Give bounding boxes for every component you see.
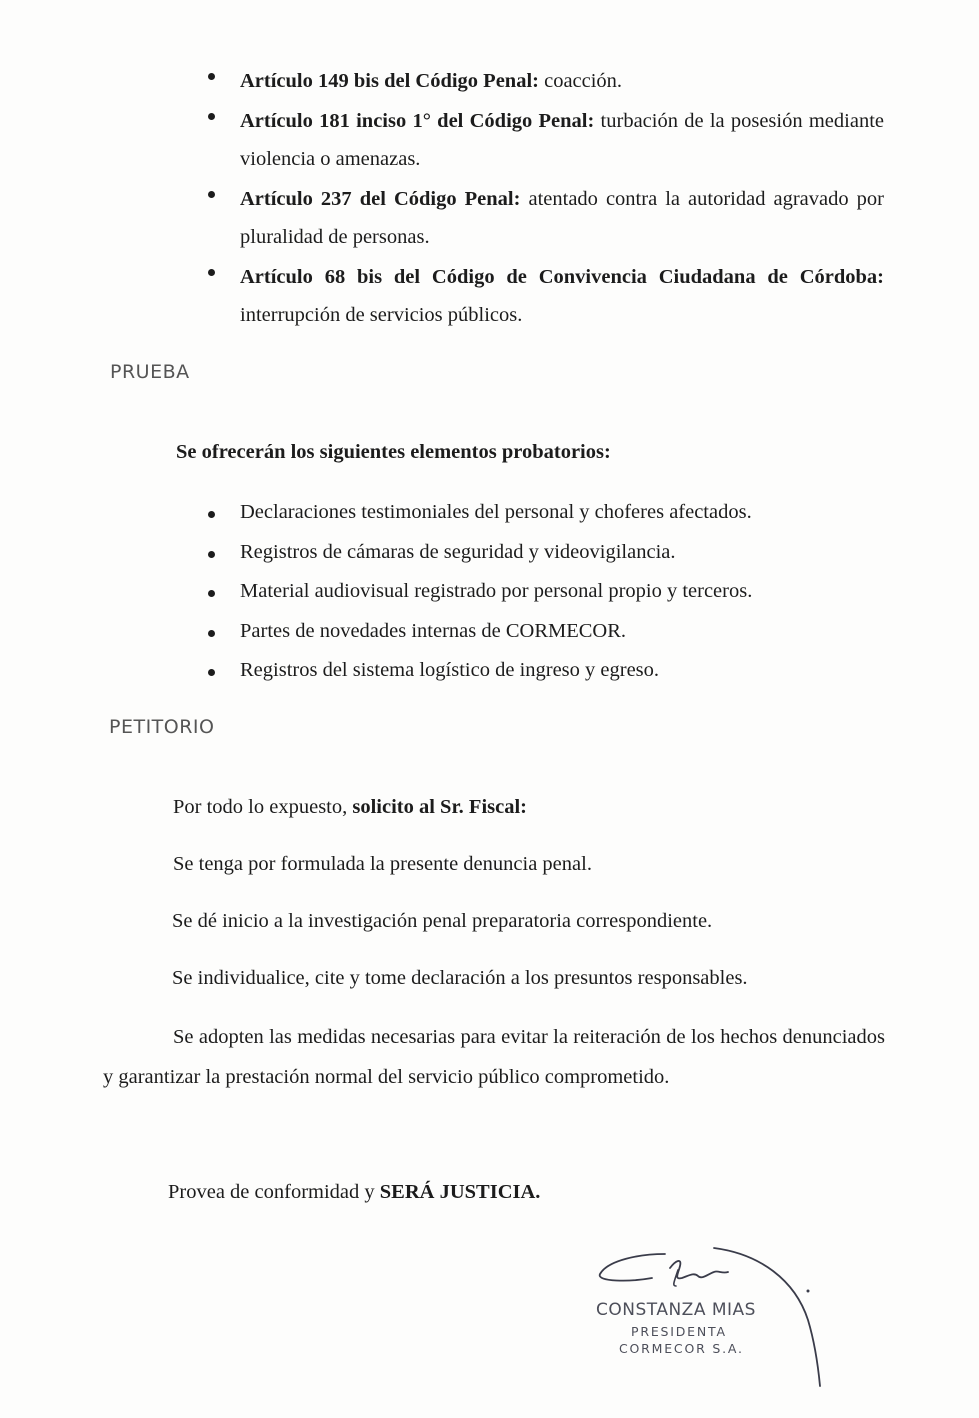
bullet-icon [208,73,215,80]
article-title: Artículo 181 inciso 1° del Código Penal: [240,110,595,132]
closing-text: Provea de conformidad y [168,1181,380,1203]
petitorio-intro-emphasis: solicito al Sr. Fiscal: [352,796,527,818]
petitorio-intro [173,796,527,819]
list-item [206,619,884,644]
request-line: Se individualice, cite y tome declaración a los presuntos responsables. [172,967,748,989]
section-heading-prueba: PRUEBA [110,361,190,383]
stamp-company: CORMECOR S.A. [619,1341,744,1356]
article-title: Artículo 237 del Código Penal: [240,188,521,210]
list-item [206,540,884,565]
petitorio-intro-text: Por todo lo expuesto, [173,796,353,818]
list-item [206,62,884,100]
evidence-list [206,500,884,698]
list-item [206,180,884,256]
evidence-item: Material audiovisual registrado por personal propio y terceros. [240,580,753,602]
article-description: turbación de la posesión mediante violencia o amenazas. [240,110,884,170]
article-title: Artículo 68 bis del Código de Convivencia Ciudadana de Córdoba: [240,266,884,288]
bullet-icon [208,630,215,637]
prueba-intro: Se ofrecerán los siguientes elementos probatorios: [176,441,611,463]
closing-emphasis: SERÁ JUSTICIA. [379,1181,541,1203]
request-line: Se dé inicio a la investigación penal preparatoria correspondiente. [172,910,713,932]
closing-line [168,1181,540,1204]
bullet-icon [208,269,215,276]
list-item [206,500,884,525]
article-title: Artículo 149 bis del Código Penal: [240,70,539,92]
article-description: atentado contra la autoridad agravado por pluralidad de personas. [240,188,884,248]
bullet-icon [208,191,215,198]
list-item [206,102,884,178]
bullet-icon [208,590,215,597]
section-heading-petitorio: PETITORIO [109,716,215,738]
bullet-icon [208,511,215,518]
list-item [206,658,884,683]
evidence-item: Partes de novedades internas de CORMECOR. [240,619,627,642]
bullet-icon [208,669,215,676]
list-item [206,258,884,334]
stamp-role: PRESIDENTA [631,1324,727,1339]
bullet-icon [208,551,215,558]
article-description: coacción. [538,70,623,92]
evidence-item: Registros del sistema logístico de ingreso y egreso. [240,659,660,681]
evidence-item: Registros de cámaras de seguridad y videovigilancia. [240,540,676,563]
request-paragraph: Se adopten las medidas necesarias para evitar la reiteración de los hechos denunciados y garantizar la prestación normal del servicio público comprometido. [103,1026,885,1088]
stamp-name: CONSTANZA MIAS [596,1300,756,1320]
bullet-icon [208,113,215,120]
evidence-item: Declaraciones testimoniales del personal y choferes afectados. [240,501,752,523]
list-item [206,579,884,604]
legal-articles-list [206,62,884,336]
request-line: Se tenga por formulada la presente denuncia penal. [173,853,592,875]
article-description: interrupción de servicios públicos. [240,304,523,326]
